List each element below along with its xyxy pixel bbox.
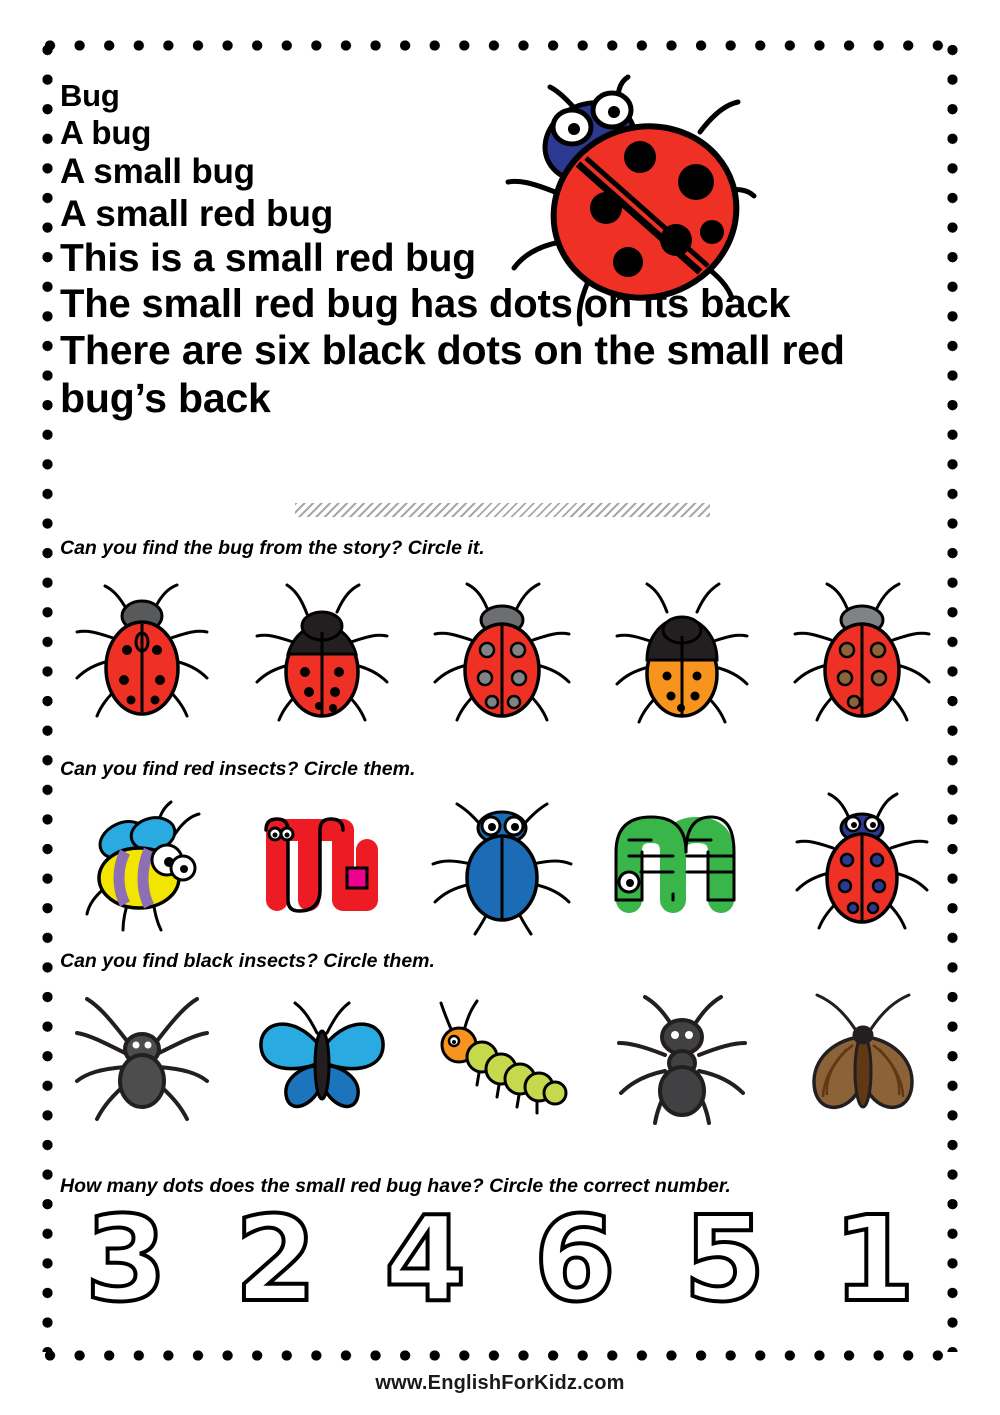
red-worm[interactable] bbox=[242, 790, 402, 940]
spider[interactable] bbox=[62, 985, 222, 1135]
ladybug-orange[interactable] bbox=[602, 580, 762, 730]
bee[interactable] bbox=[62, 790, 222, 940]
number-option[interactable]: 6 bbox=[533, 1190, 616, 1328]
number-option[interactable]: 5 bbox=[683, 1190, 766, 1328]
green-caterpillar-small[interactable] bbox=[422, 985, 582, 1135]
red-ladybug[interactable] bbox=[782, 790, 942, 940]
instruction-find-red: Can you find red insects? Circle them. bbox=[60, 758, 416, 780]
green-caterpillar[interactable] bbox=[602, 790, 762, 940]
blue-beetle[interactable] bbox=[422, 790, 582, 940]
footer-website: www.EnglishForKidz.com bbox=[375, 1372, 625, 1394]
ladybug-large-illustration bbox=[500, 72, 760, 337]
number-option[interactable]: 2 bbox=[234, 1190, 317, 1328]
moth[interactable] bbox=[782, 985, 942, 1135]
section-divider bbox=[295, 503, 710, 517]
story-line: A bug bbox=[60, 113, 152, 151]
number-option[interactable]: 1 bbox=[832, 1190, 915, 1328]
story-line: The small red bug has dots on its back bbox=[60, 281, 791, 326]
ladybug-row bbox=[62, 580, 942, 730]
black-insect-row bbox=[62, 985, 942, 1135]
story-line: This is a small red bug bbox=[60, 236, 476, 280]
instruction-find-black: Can you find black insects? Circle them. bbox=[60, 950, 435, 972]
instruction-count-dots: How many dots does the small red bug have? Circle the correct number. bbox=[60, 1175, 731, 1197]
story-line: Bug bbox=[60, 78, 120, 113]
colored-insect-row bbox=[62, 790, 942, 940]
blue-butterfly[interactable] bbox=[242, 985, 402, 1135]
border-dots-left bbox=[42, 42, 53, 1352]
number-option[interactable]: 4 bbox=[384, 1190, 467, 1328]
instruction-find-bug: Can you find the bug from the story? Circle it. bbox=[60, 537, 485, 559]
number-choices bbox=[85, 1190, 915, 1328]
story-line: A small bug bbox=[60, 152, 255, 192]
ladybug-striped-red[interactable] bbox=[62, 580, 222, 730]
border-dots-bottom bbox=[42, 1350, 958, 1361]
border-dots-right bbox=[947, 42, 958, 1352]
ladybug-gray-spots-red[interactable] bbox=[422, 580, 582, 730]
ant[interactable] bbox=[602, 985, 762, 1135]
border-dots-top bbox=[42, 40, 958, 51]
number-option[interactable]: 3 bbox=[85, 1190, 168, 1328]
ladybug-black-head-red[interactable] bbox=[242, 580, 402, 730]
ladybug-brown-spots-red[interactable] bbox=[782, 580, 942, 730]
story-line: A small red bug bbox=[60, 192, 334, 234]
story-line: There are six black dots on the small red bug’s back bbox=[60, 327, 845, 421]
